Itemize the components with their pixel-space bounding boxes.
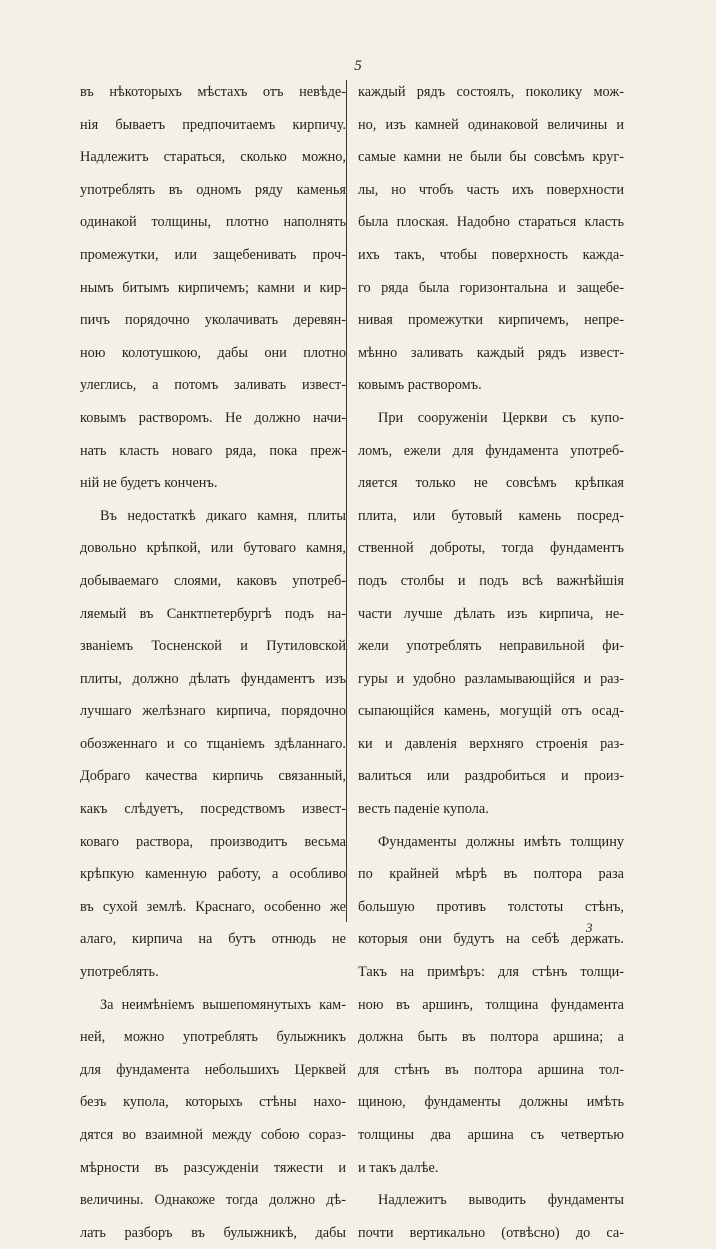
text-line: При сооруженіи Церкви съ купо- xyxy=(378,409,624,426)
text-line: Фундаменты должны имѣть толщину xyxy=(378,833,624,850)
text-line: толщины два аршина съ четвертью xyxy=(358,1127,624,1143)
text-line: ки и давленія верхняго строенія раз- xyxy=(358,735,624,752)
text-line: нивая промежутки кирпичемъ, непре- xyxy=(358,312,624,329)
text-line: большую противъ толстоты стѣнъ, xyxy=(358,898,624,915)
text-line: ковымъ растворомъ. xyxy=(358,377,482,394)
text-line: улеглись, а потомъ заливать извест- xyxy=(80,377,346,394)
text-line: ломъ, ежели для фундамента употреб- xyxy=(358,442,624,459)
text-line: ною колотушкою, дабы они плотно xyxy=(80,344,346,361)
text-line: плиты, должно дѣлать фундаментъ изъ xyxy=(80,670,346,687)
text-line: каждый рядъ состоялъ, поколику мож- xyxy=(358,84,624,100)
text-line: Такъ на примѣръ: для стѣнъ толщи- xyxy=(358,964,624,981)
text-line: сыпающійся камень, могущій отъ осад- xyxy=(358,703,624,720)
text-line: крѣпкую каменную работу, а особливо xyxy=(80,866,346,883)
text-line: должна быть въ полтора аршина; а xyxy=(358,1029,624,1046)
text-line: для фундамента небольшихъ Церквей xyxy=(80,1061,346,1078)
text-line: и такъ далѣе. xyxy=(358,1159,439,1176)
text-line: въ сухой землѣ. Краснаго, особенно же xyxy=(80,898,346,915)
right-text-column xyxy=(358,76,624,1249)
text-line: для стѣнъ въ полтора аршина тол- xyxy=(358,1061,624,1078)
text-line: самые камни не были бы совсѣмъ круг- xyxy=(358,149,624,166)
text-line: употреблять въ одномъ ряду каменья xyxy=(80,181,346,198)
text-line: щиною, фундаменты должны имѣть xyxy=(358,1094,624,1111)
text-line: валиться или раздробиться и произ- xyxy=(358,768,624,785)
text-line: ственной доброты, тогда фундаментъ xyxy=(358,540,624,557)
text-line: промежутки, или защебенивать проч- xyxy=(80,246,346,263)
text-line: величины. Однакоже тогда должно дѣ- xyxy=(80,1192,346,1209)
text-line: жели употреблять неправильной фи- xyxy=(358,638,624,655)
text-line: была плоская. Надобно стараться класть xyxy=(358,214,624,231)
text-line: нать класть новаго ряда, пока преж- xyxy=(80,442,346,459)
text-line: добываемаго слоями, каковъ употреб- xyxy=(80,572,346,589)
text-line: почти вертикально (отвѣсно) до са- xyxy=(358,1224,624,1241)
page-number: 5 xyxy=(354,58,362,74)
text-line: весть паденіе купола. xyxy=(358,801,489,818)
column-divider xyxy=(346,80,347,922)
signature-mark: 3 xyxy=(586,920,593,935)
text-line: лучшаго желѣзнаго кирпича, порядочно xyxy=(80,703,346,720)
text-line: пичъ порядочно уколачивать деревян- xyxy=(80,312,346,329)
text-line: нымъ битымъ кирпичемъ; камни и кир- xyxy=(80,279,346,296)
text-line: нія бываетъ предпочитаемъ кирпичу. xyxy=(80,116,346,133)
text-line: ною въ аршинъ, толщина фундамента xyxy=(358,996,624,1013)
text-line: мѣрности въ разсужденіи тяжести и xyxy=(80,1159,346,1176)
text-line: но, изъ камней одинаковой величины и xyxy=(358,116,624,133)
text-line: которыя они будутъ на себѣ держать. xyxy=(358,931,624,948)
text-line: ляемый въ Санктпетербургѣ подъ на- xyxy=(80,605,346,622)
text-line: дятся во взаимной между собою сораз- xyxy=(80,1127,346,1143)
text-line: ній не будетъ конченъ. xyxy=(80,475,218,492)
left-text-column xyxy=(80,76,346,1249)
text-line: по крайней мѣрѣ въ полтора раза xyxy=(358,866,624,883)
text-line: части лучше дѣлать изъ кирпича, не- xyxy=(358,605,624,622)
text-line: подъ столбы и подъ всѣ важнѣйшія xyxy=(358,572,624,589)
text-line: За неимѣніемъ вышепомянутыхъ кам- xyxy=(100,996,346,1013)
text-line: довольно крѣпкой, или бутоваго камня, xyxy=(80,540,346,557)
text-line: Надлежитъ стараться, сколько можно, xyxy=(80,149,346,166)
text-line: го ряда была горизонтальна и защебе- xyxy=(358,279,624,296)
text-line: обозженнаго и со тщаніемъ здѣланнаго. xyxy=(80,735,346,752)
text-line: Надлежитъ выводить фундаменты xyxy=(378,1192,624,1209)
text-line: гуры и удобно разламывающійся и раз- xyxy=(358,670,624,687)
text-line: ихъ такъ, чтобы поверхность кажда- xyxy=(358,246,624,263)
text-line: ковымъ растворомъ. Не должно начи- xyxy=(80,409,346,426)
text-line: Въ недостаткѣ дикаго камня, плиты xyxy=(100,507,346,524)
text-line: лать разборъ въ булыжникѣ, дабы xyxy=(80,1224,346,1241)
text-line: плита, или бутовый камень посред- xyxy=(358,507,624,524)
text-line: безъ купола, которыхъ стѣны нахо- xyxy=(80,1094,346,1111)
text-line: лы, но чтобъ часть ихъ поверхности xyxy=(358,181,624,198)
text-line: одинакой толщины, плотно наполнять xyxy=(80,214,346,231)
text-line: алаго, кирпича на бутъ отнюдь не xyxy=(80,931,346,948)
text-line: Добраго качества кирпичь связанный, xyxy=(80,768,346,785)
text-line: званіемъ Тосненской и Путиловской xyxy=(80,638,346,655)
text-line: ней, можно употреблять булыжникъ xyxy=(80,1029,346,1046)
text-line: мѣнно заливать каждый рядъ извест- xyxy=(358,344,624,361)
text-line: коваго раствора, производитъ весьма xyxy=(80,833,346,850)
text-line: ляется только не совсѣмъ крѣпкая xyxy=(358,475,624,492)
text-line: употреблять. xyxy=(80,964,159,981)
text-line: въ нѣкоторыхъ мѣстахъ отъ невѣде- xyxy=(80,84,346,100)
text-line: какъ слѣдуетъ, посредствомъ извест- xyxy=(80,801,346,818)
